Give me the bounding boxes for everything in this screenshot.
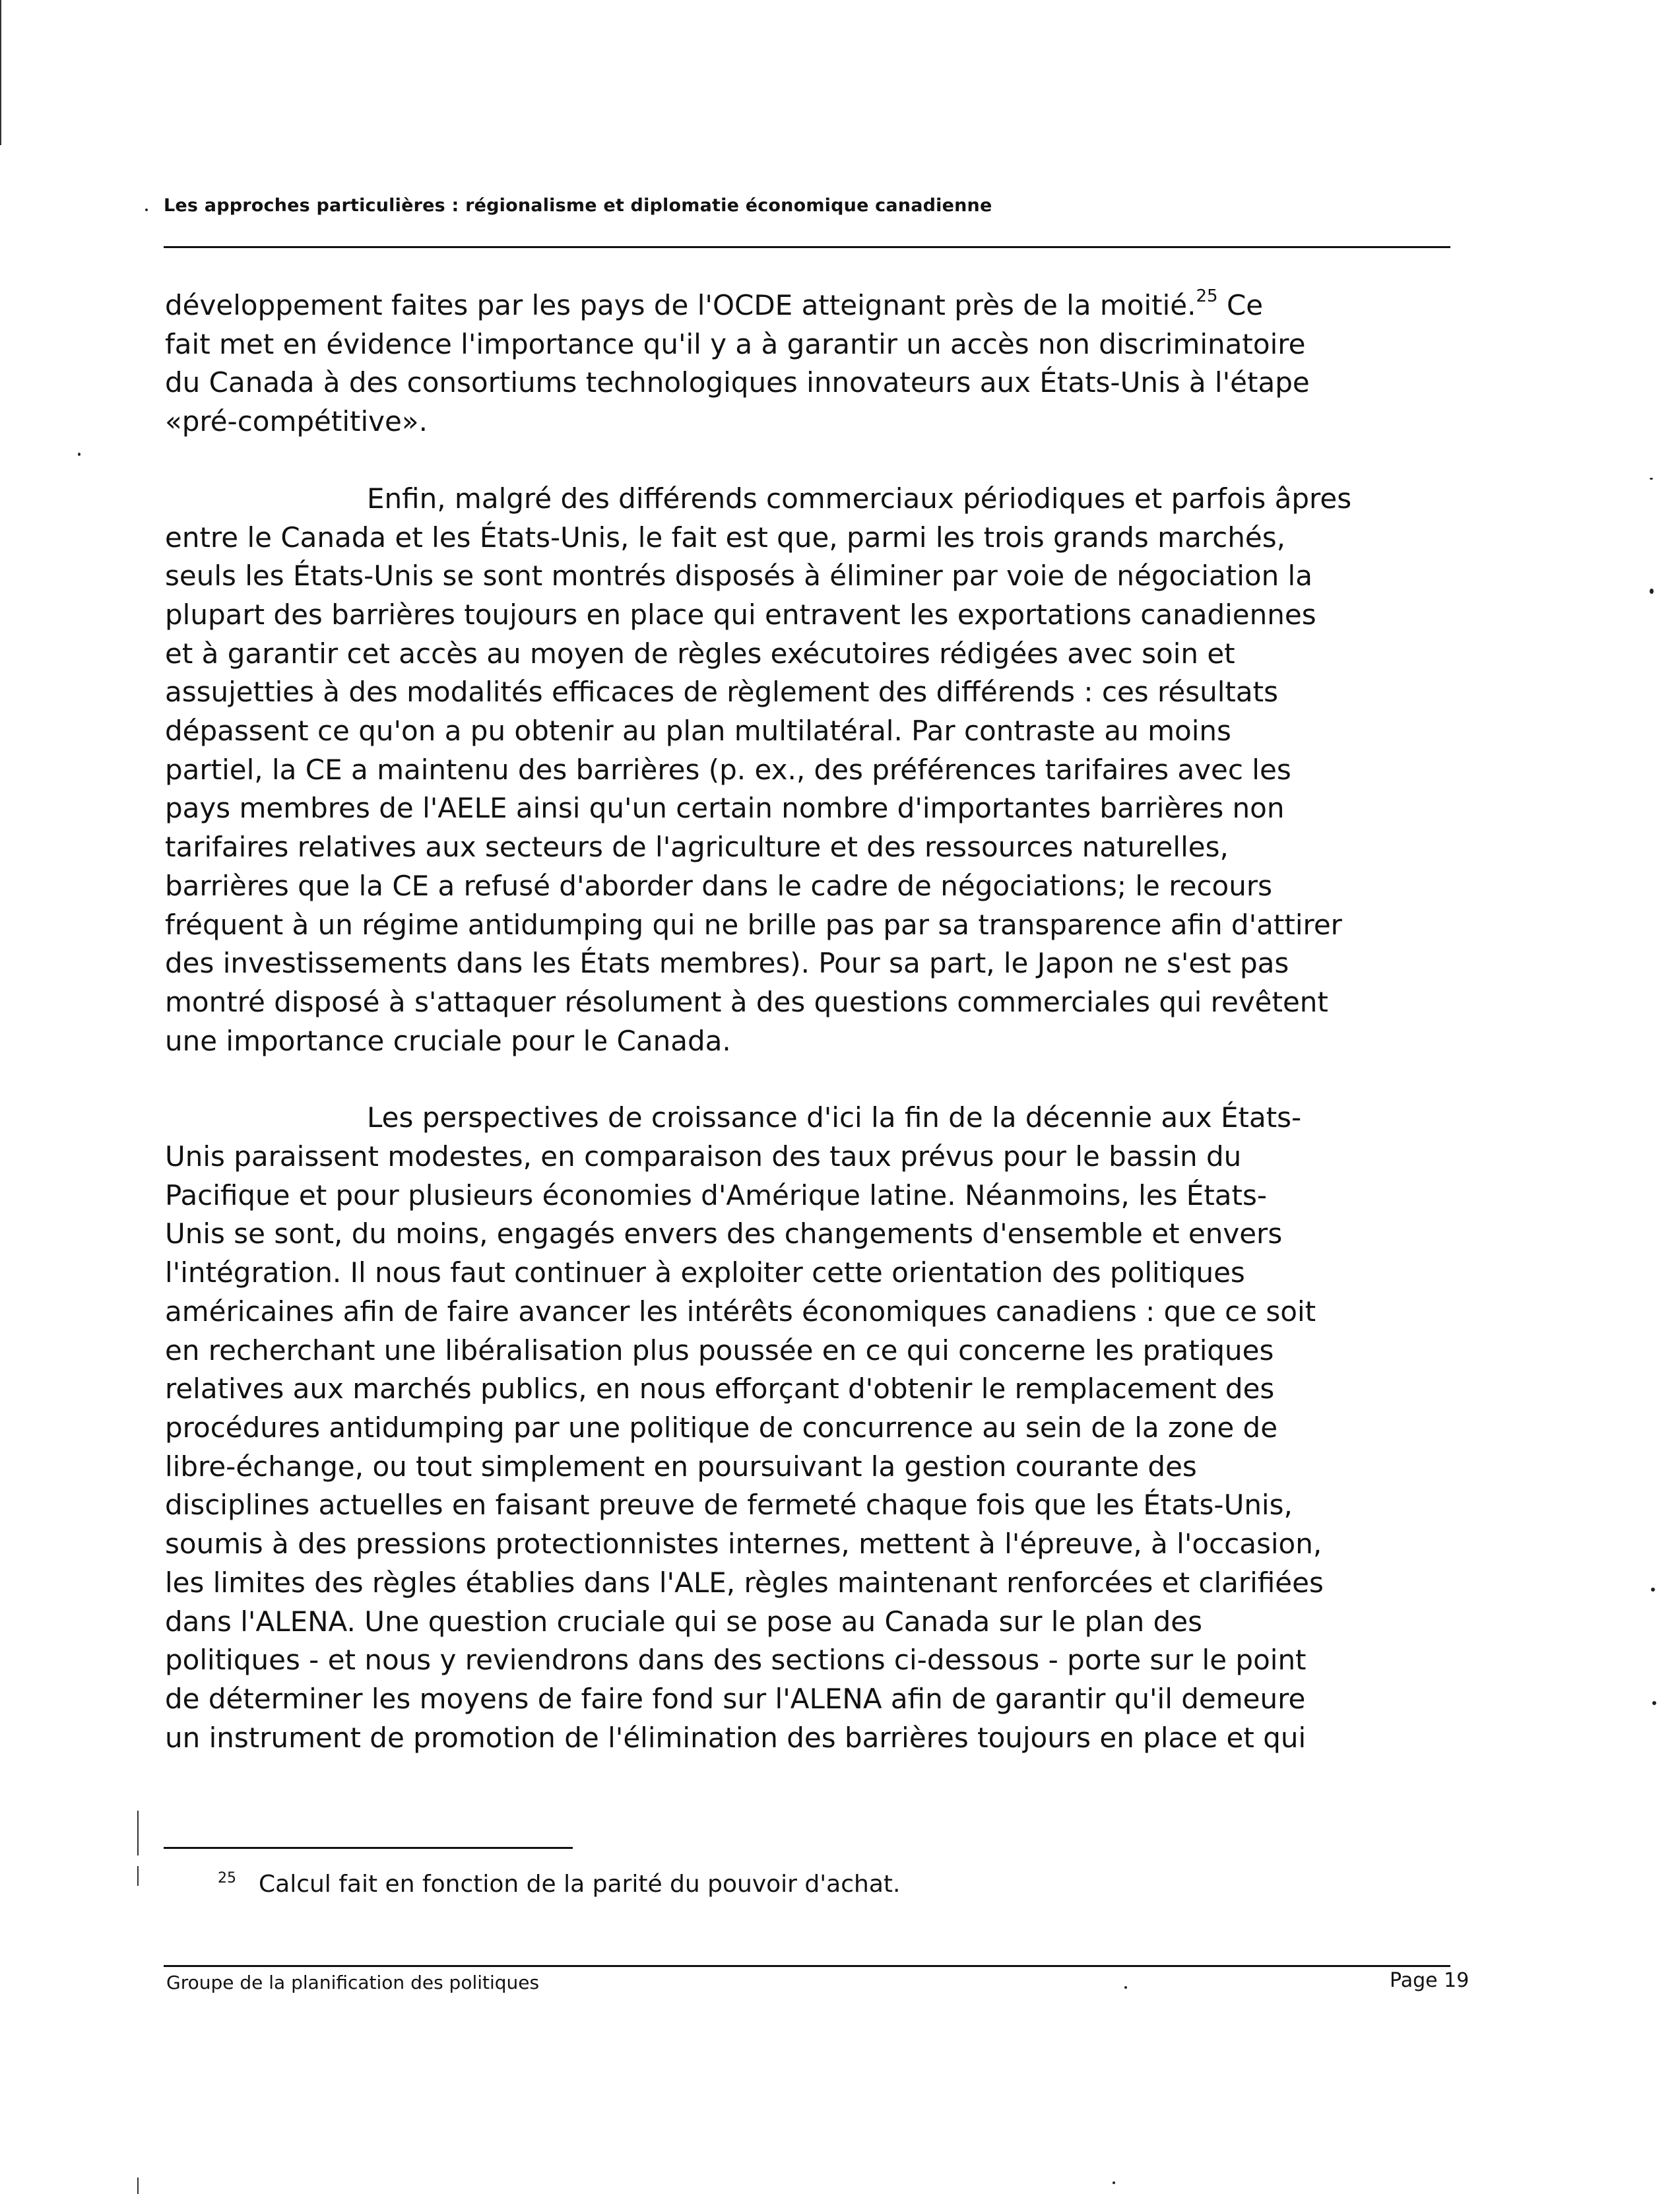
paragraph-1-rest: Ce fait met en évidence l'importance qu'il y a à garantir un accès non discriminatoire du Canada à des consortiums technologiques innovateurs aux États-Unis à l'étape «pré-compétitive». xyxy=(165,289,1310,438)
paragraph-2: Enfin, malgré des différends commerciaux périodiques et parfois âpres entre le Canada et les États-Unis, le fait est que, parmi les trois grands marchés, seuls les États-Unis se sont montrés disposés à éliminer par voie de négociation la plupart des barrières toujours en place qui entravent les exportations canadiennes et à garantir cet accès au moyen de règles exécutoires rédigées avec soin et assujetties à des modalités efficaces de règlement des différends : ces résultats dépassent ce qu'on a pu obtenir au plan multilatéral. Par contraste au moins partiel, la CE a maintenu des barrières (p. ex., des préférences tarifaires avec les pays membres de l'AELE ainsi qu'un certain nombre d'importantes barrières non tarifaires relatives aux secteurs de l'agriculture et des ressources naturelles, barrières que la CE a refusé d'aborder dans le cadre de négociations; le recours fréquent à un régime antidumping qui ne brille pas par sa transparence afin d'attirer des investissements dans les États membres). Pour sa part, le Japon ne s'est pas montré disposé à s'attaquer résolument à des questions commerciales qui revêtent une importance cruciale pour le Canada. xyxy=(165,482,1352,1057)
footnote-separator xyxy=(164,1847,573,1849)
footer-rule xyxy=(164,1965,1450,1967)
running-header: Les approches particulières : régionalisme et diplomatie économique canadienne xyxy=(164,195,992,216)
scan-speck xyxy=(145,209,148,211)
margin-mark xyxy=(0,0,1,145)
paragraph-1 xyxy=(165,277,1458,441)
scan-speck xyxy=(1113,2181,1115,2184)
footnote-text: Calcul fait en fonction de la parité du pouvoir d'achat. xyxy=(259,1871,901,1898)
scan-speck xyxy=(1124,1986,1127,1989)
paragraph-1-start: développement faites par les pays de l'OCDE atteignant près de la moitié. xyxy=(165,289,1196,321)
margin-mark xyxy=(137,1811,139,1855)
scan-speck xyxy=(1652,1701,1656,1705)
footnote-number: 25 xyxy=(218,1870,236,1887)
footnote-ref-25: 25 xyxy=(1196,286,1218,306)
scan-speck xyxy=(1650,478,1653,480)
scan-speck xyxy=(78,453,81,456)
footer-organization: Groupe de la planification des politiques xyxy=(166,1972,540,1993)
header-rule xyxy=(164,246,1450,248)
page-number: Page 19 xyxy=(1390,1969,1470,1992)
scan-speck xyxy=(1650,589,1654,594)
body-text xyxy=(165,277,1458,1757)
margin-mark xyxy=(137,2178,139,2194)
paragraph-3: Les perspectives de croissance d'ici la fin de la décennie aux États- Unis paraissent modestes, en comparaison des taux prévus pour le bassin du Pacifique et pour plusieurs économies d'Amérique latine. Néanmoins, les États- Unis se sont, du moins, engagés envers des changements d'ensemble et envers l'intégration. Il nous faut continuer à exploiter cette orientation des politiques américaines afin de faire avancer les intérêts économiques canadiens : que ce soit en recherchant une libéralisation plus poussée en ce qui concerne les pratiques relatives aux marchés publics, en nous efforçant d'obtenir le remplacement des procédures antidumping par une politique de concurrence au sein de la zone de libre-échange, ou tout simplement en poursuivant la gestion courante des disciplines actuelles en faisant preuve de fermeté chaque fois que les États-Unis, soumis à des pressions protectionnistes internes, mettent à l'épreuve, à l'occasion, les limites des règles établies dans l'ALE, règles maintenant renforcées et clarifiées dans l'ALENA. Une question cruciale qui se pose au Canada sur le plan des politiques - et nous y reviendrons dans des sections ci-dessous - porte sur le point de déterminer les moyens de faire fond sur l'ALENA afin de garantir qu'il demeure un instrument de promotion de l'élimination des barrières toujours en place et qui xyxy=(165,1101,1324,1754)
footnote xyxy=(218,1870,900,1898)
margin-mark xyxy=(137,1866,139,1886)
scan-speck xyxy=(1651,1588,1655,1592)
